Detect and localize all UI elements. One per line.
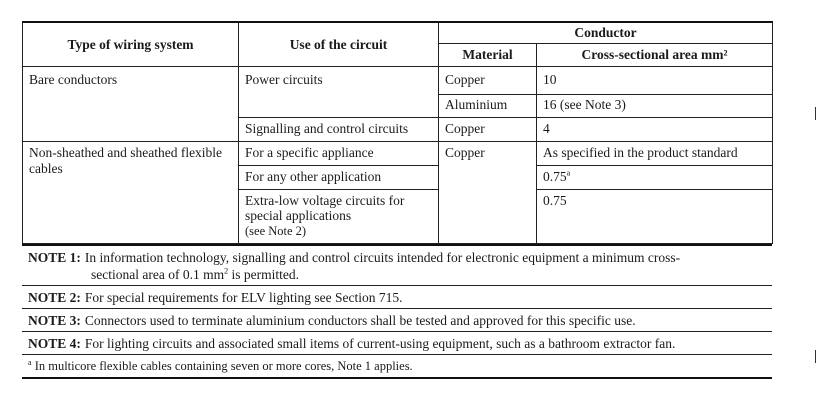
note-4: NOTE 4: For lighting circuits and associated small items of current-using equipment, such as a bathroom extractor fan. xyxy=(22,332,772,355)
header-material: Material xyxy=(439,44,537,67)
cell-use: Extra-low voltage circuits for special applications (see Note 2) xyxy=(239,190,439,244)
cell-use: For a specific appliance xyxy=(239,142,439,166)
cell-type: Non-sheathed and sheathed flexible cables xyxy=(23,142,239,244)
cell-area: 0.75$^a$ xyxy=(537,166,773,190)
cell-use: Signalling and control circuits xyxy=(239,118,439,142)
note-1: NOTE 1: In information technology, signalling and control circuits intended for electronic equipment a minimum cross- sectional area of 0.1 $mm^2$ is permitted. xyxy=(22,246,772,286)
conductor-size-table xyxy=(22,21,773,244)
table-row xyxy=(23,67,773,95)
cell-material: Copper xyxy=(439,118,537,142)
cell-area: 4 xyxy=(537,118,773,142)
note-3: NOTE 3: Connectors used to terminate aluminium conductors shall be tested and approved for this specific use. xyxy=(22,309,772,332)
cell-material: Aluminium xyxy=(439,95,537,118)
cell-type: Bare conductors xyxy=(23,67,239,142)
notes-section xyxy=(22,244,772,379)
change-bar xyxy=(815,350,816,363)
header-use-of-circuit: Use of the circuit xyxy=(239,22,439,67)
cell-material: Copper xyxy=(439,142,537,244)
cell-area: As specified in the product standard xyxy=(537,142,773,166)
cell-use: For any other application xyxy=(239,166,439,190)
header-conductor: Conductor xyxy=(439,22,773,44)
note-2: NOTE 2: For special requirements for ELV lighting see Section 715. xyxy=(22,286,772,309)
cell-material: Copper xyxy=(439,67,537,95)
cell-area: 16 (see Note 3) xyxy=(537,95,773,118)
table-footnote: $^a$ In multicore flexible cables containing seven or more cores, Note 1 applies. xyxy=(28,357,413,373)
change-bar xyxy=(815,107,816,120)
cell-area: 0.75 xyxy=(537,190,773,244)
footnote-marker: a xyxy=(566,168,571,178)
header-cross-sectional-area: Cross-sectional area mm² xyxy=(537,44,773,67)
wiring-table-sheet xyxy=(22,21,772,379)
header-type-of-wiring: Type of wiring system xyxy=(23,22,239,67)
cell-use: Power circuits xyxy=(239,67,439,118)
table-row xyxy=(23,142,773,166)
cell-area: 10 xyxy=(537,67,773,95)
